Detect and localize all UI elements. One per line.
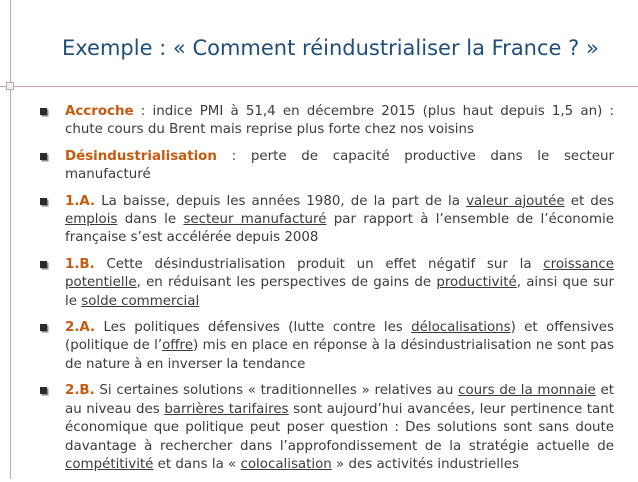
bullet-item [38,148,614,185]
underlined-term: délocalisations [411,320,511,336]
underlined-term: barrières tarifaires [164,401,289,417]
underlined-term: offre [162,338,193,354]
text-run: ) et offensives (politique de l’ [65,320,614,354]
text-run: , en réduisant les perspectives de gains de [136,275,437,291]
bullet-list [38,103,614,482]
text-run: , ainsi que sur le [65,275,614,309]
slide-title: Exemple : « Comment réindustrialiser la France ? » [62,36,599,60]
text-run: Si certaines solutions « traditionnelles » relatives au [94,383,459,399]
text-run: et dans la « [153,456,241,472]
underlined-term: croissance potentielle [65,256,614,291]
bullet-text [65,256,614,311]
underlined-term: cours de la monnaie [458,383,596,399]
bullet-text [65,319,614,374]
title-divider-line [0,86,638,87]
underlined-term: compétitivité [65,456,154,472]
text-run: et au niveau des [65,383,614,417]
bullet-item [38,193,614,248]
text-run: et des [564,193,615,209]
underlined-term: productivité [436,275,517,291]
text-run: : indice PMI à 51,4 en décembre 2015 (plus haut depuis 1,5 an) : chute cours du Brent mais reprise plus forte chez nos voisins [65,104,614,138]
underlined-term: emplois [65,212,118,228]
divider-corner-square [6,82,14,90]
bullet-item [38,256,614,311]
square-bullet-icon [40,198,47,205]
highlight-label: 1.B. [65,256,95,272]
bullet-item [38,382,614,474]
bullet-text [65,193,614,248]
square-bullet-icon [40,387,47,394]
text-run: La baisse, depuis les années 1980, de la part de la [95,193,467,209]
text-run: Cette désindustrialisation produit un effet négatif sur la [94,256,544,272]
text-run: » des activités industrielles [331,456,519,472]
text-run: ) mis en place en réponse à la désindustrialisation ne sont pas de nature à en inverser la tendance [65,338,614,372]
text-run: Les politiques défensives (lutte contre les [95,320,412,336]
bullet-text [65,382,614,474]
square-bullet-icon [40,153,47,160]
square-bullet-icon [40,324,47,331]
underlined-term: colocalisation [240,456,332,472]
highlight-label: 2.B. [65,383,95,399]
square-bullet-icon [40,108,47,115]
highlight-label: Désindustrialisation [65,148,217,164]
text-run: sont aujourd’hui avancées, leur pertinence tant économique que politique peut poser question : Des solutions sont sans doute davantage à rechercher dans l’approfondissement de la stratégie actuelle de [65,401,614,454]
text-run: dans le [117,212,184,228]
underlined-term: valeur ajoutée [466,193,565,209]
text-run: par rapport à l’ensemble de l’économie française s’est accélérée depuis 2008 [65,212,614,246]
bullet-item [38,103,614,140]
highlight-label: 1.A. [65,193,96,209]
underlined-term: secteur manufacturé [183,212,327,228]
highlight-label: 2.A. [65,320,96,336]
left-divider-line [10,0,11,479]
square-bullet-icon [40,261,47,268]
highlight-label: Accroche [65,104,134,119]
bullet-text [65,103,614,140]
bullet-item [38,319,614,374]
underlined-term: solde commercial [81,293,200,309]
bullet-text [65,148,614,185]
text-run: : perte de capacité productive dans le secteur manufacturé [65,148,614,183]
